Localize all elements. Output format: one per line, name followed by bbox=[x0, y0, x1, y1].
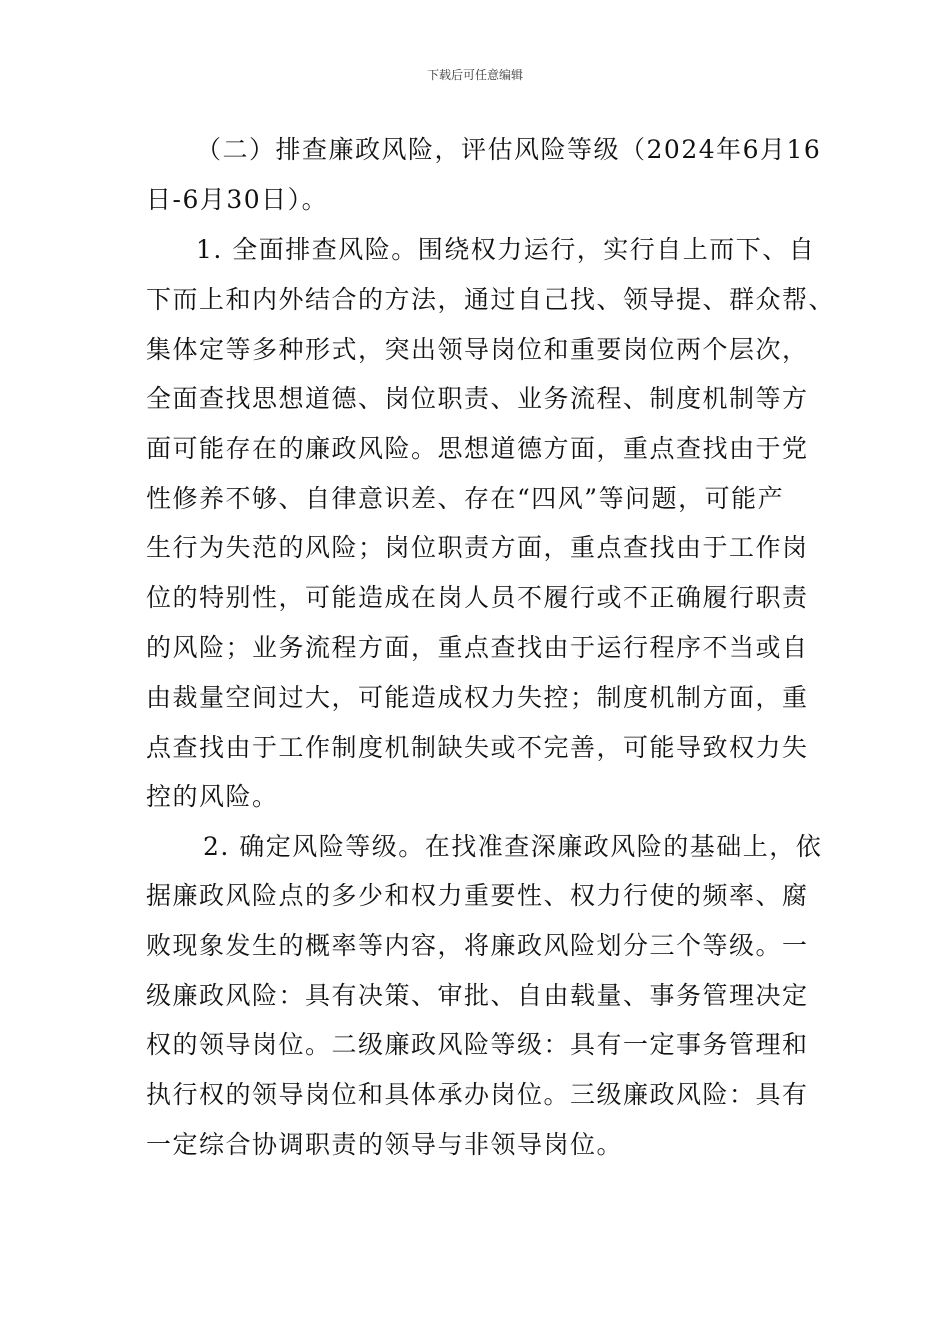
text-line: 点查找由于工作制度机制缺失或不完善，可能导致权力失 bbox=[146, 733, 809, 762]
text-line: 日-6月30日）。 bbox=[146, 185, 329, 214]
text-line: 性修养不够、自律意识差、存在“四风”等问题，可能产 bbox=[146, 484, 785, 513]
text-line: 权的领导岗位。二级廉政风险等级：具有一定事务管理和 bbox=[146, 1030, 809, 1059]
text-line: 1. 全面排查风险。围绕权力运行，实行自上而下、自 bbox=[196, 235, 816, 264]
text-line: 位的特别性，可能造成在岗人员不履行或不正确履行职责 bbox=[146, 583, 809, 612]
text-line: 生行为失范的风险；岗位职责方面，重点查找由于工作岗 bbox=[146, 533, 809, 562]
text-line: 由裁量空间过大，可能造成权力失控；制度机制方面，重 bbox=[146, 683, 809, 712]
text-line: 据廉政风险点的多少和权力重要性、权力行使的频率、腐 bbox=[146, 881, 809, 910]
text-line: 一定综合协调职责的领导与非领导岗位。 bbox=[146, 1130, 624, 1159]
text-line: 执行权的领导岗位和具体承办岗位。三级廉政风险：具有 bbox=[146, 1080, 809, 1109]
text-line: 下而上和内外结合的方法，通过自己找、领导提、群众帮、 bbox=[146, 285, 836, 314]
text-line: 全面查找思想道德、岗位职责、业务流程、制度机制等方 bbox=[146, 384, 809, 413]
text-line: 控的风险。 bbox=[146, 782, 279, 811]
text-line: 2. 确定风险等级。在找准查深廉政风险的基础上，依 bbox=[203, 832, 823, 861]
text-line: 级廉政风险：具有决策、审批、自由载量、事务管理决定 bbox=[146, 981, 809, 1010]
text-line: 集体定等多种形式，突出领导岗位和重要岗位两个层次， bbox=[146, 335, 809, 364]
text-line: 面可能存在的廉政风险。思想道德方面，重点查找由于党 bbox=[146, 434, 809, 463]
text-line: 的风险；业务流程方面，重点查找由于运行程序不当或自 bbox=[146, 633, 809, 662]
header-note: 下载后可任意编辑 bbox=[426, 68, 523, 82]
text-line: （二）排查廉政风险，评估风险等级（2024年6月16 bbox=[196, 135, 822, 164]
text-line: 败现象发生的概率等内容，将廉政风险划分三个等级。一 bbox=[146, 931, 809, 960]
